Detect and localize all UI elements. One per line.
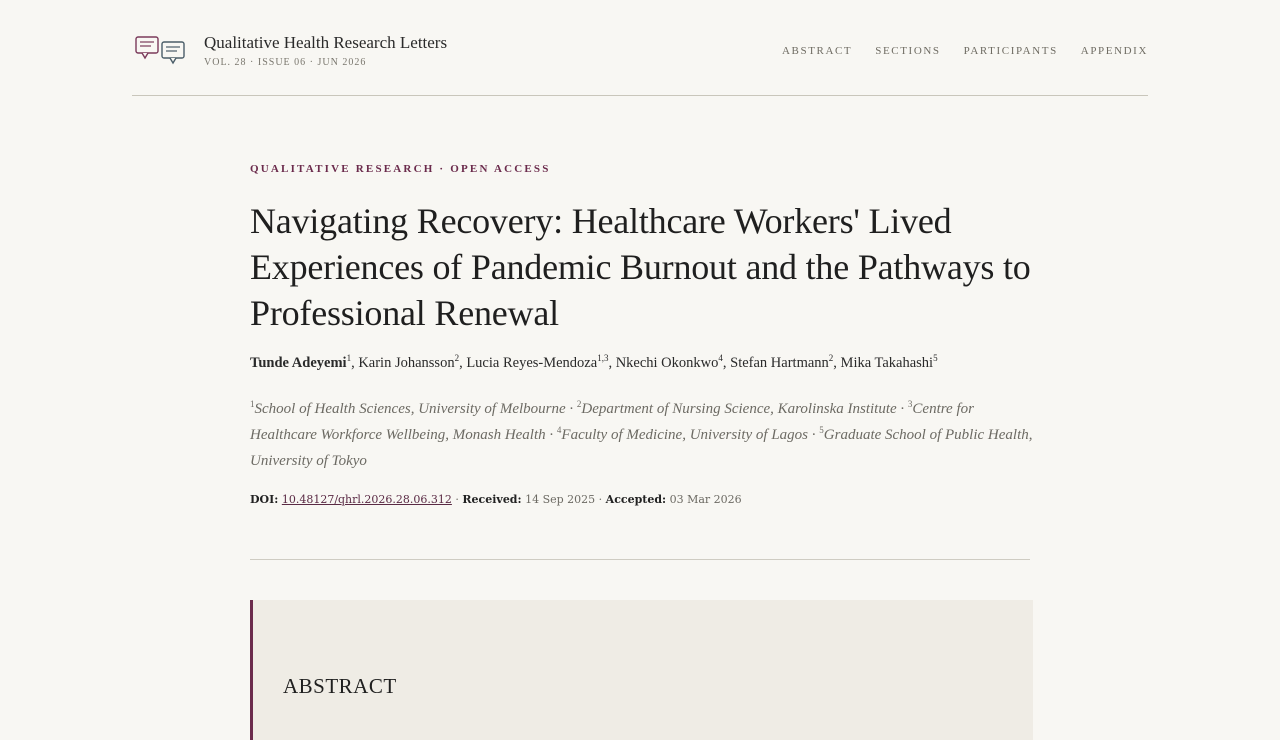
author-affil-sup: 2 bbox=[828, 353, 834, 364]
abstract-heading: ABSTRACT bbox=[283, 674, 397, 698]
affiliation-list: $^1$School of Health Sciences, University of Melbourne · $^2$Department of Nursing Science, Karolinska Institute · $^3$Centre for Healthcare Workforce Wellbeing, Monash Health · $^4$Faculty of Medicine, University of Lagos · $^5$Graduate School of Public Health, University of Tokyo bbox=[250, 399, 1033, 469]
author-name[interactable]: Karin Johansson bbox=[358, 355, 455, 371]
nav-participants[interactable]: PARTICIPANTS bbox=[963, 45, 1058, 57]
nav-abstract[interactable]: ABSTRACT bbox=[782, 45, 853, 57]
article-kicker: QUALITATIVE RESEARCH · OPEN ACCESS bbox=[250, 163, 551, 175]
speech-bubbles-icon[interactable] bbox=[135, 36, 189, 68]
affiliation: School of Health Sciences, University of Melbourne bbox=[254, 401, 566, 417]
nav-appendix[interactable]: APPENDIX bbox=[1080, 45, 1148, 57]
author-name[interactable]: Tunde Adeyemi bbox=[250, 355, 347, 371]
affil-sup: 5 bbox=[819, 425, 824, 435]
accepted-label: Accepted: bbox=[605, 493, 667, 506]
journal-title[interactable]: Qualitative Health Research Letters bbox=[204, 33, 448, 52]
affiliation: Faculty of Medicine, University of Lagos bbox=[561, 427, 809, 443]
abstract-section bbox=[250, 600, 1033, 740]
affil-sup: 1 bbox=[250, 399, 255, 409]
publication-meta: DOI: 10.48127/qhrl.2026.28.06.312 · Received: 14 Sep 2025 · Accepted: 03 Mar 2026 bbox=[250, 493, 742, 506]
affiliation: Department of Nursing Science, Karolinska Institute bbox=[581, 401, 897, 417]
author-affil-sup: 1 bbox=[346, 353, 352, 364]
top-nav bbox=[782, 45, 1148, 57]
journal-issue-meta: VOL. 28 · ISSUE 06 · JUN 2026 bbox=[204, 57, 367, 68]
accepted-date: 03 Mar 2026 bbox=[669, 493, 742, 506]
affil-sup: 2 bbox=[576, 399, 582, 409]
affiliation: Graduate School of Public Health, University of Tokyo bbox=[250, 427, 1033, 469]
author-affil-sup: 1,3 bbox=[597, 353, 609, 364]
affil-sup: 3 bbox=[907, 399, 913, 409]
affiliation: Centre for Healthcare Workforce Wellbeing, Monash Health bbox=[250, 401, 974, 443]
author-name[interactable]: Stefan Hartmann bbox=[730, 355, 829, 371]
author-name[interactable]: Nkechi Okonkwo bbox=[615, 355, 719, 371]
received-label: Received: bbox=[462, 493, 522, 506]
author-list: Tunde Adeyemi$^1$, Karin Johansson$^2$, Lucia Reyes-Mendoza$^{1,3}$, Nkechi Okonkwo$^4$, Stefan Hartmann$^2$, Mika Takahashi$^5$ bbox=[250, 353, 938, 371]
author-affil-sup: 5 bbox=[933, 353, 938, 364]
doi-label: DOI: bbox=[250, 493, 279, 506]
author-affil-sup: 4 bbox=[718, 353, 723, 364]
site-header bbox=[132, 0, 1148, 96]
author-affil-sup: 2 bbox=[454, 353, 460, 364]
received-date: 14 Sep 2025 bbox=[525, 493, 596, 506]
doi-link[interactable]: 10.48127/qhrl.2026.28.06.312 bbox=[281, 493, 452, 506]
author-name[interactable]: Mika Takahashi bbox=[840, 355, 934, 371]
affil-sup: 4 bbox=[556, 425, 562, 435]
nav-sections[interactable]: SECTIONS bbox=[875, 45, 941, 57]
section-divider bbox=[250, 559, 1030, 560]
article-title: Navigating Recovery: Healthcare Workers' Lived Experiences of Pandemic Burnout and the Pathways to Professional Renewal bbox=[250, 201, 1031, 333]
author-name[interactable]: Lucia Reyes-Mendoza bbox=[466, 355, 598, 371]
